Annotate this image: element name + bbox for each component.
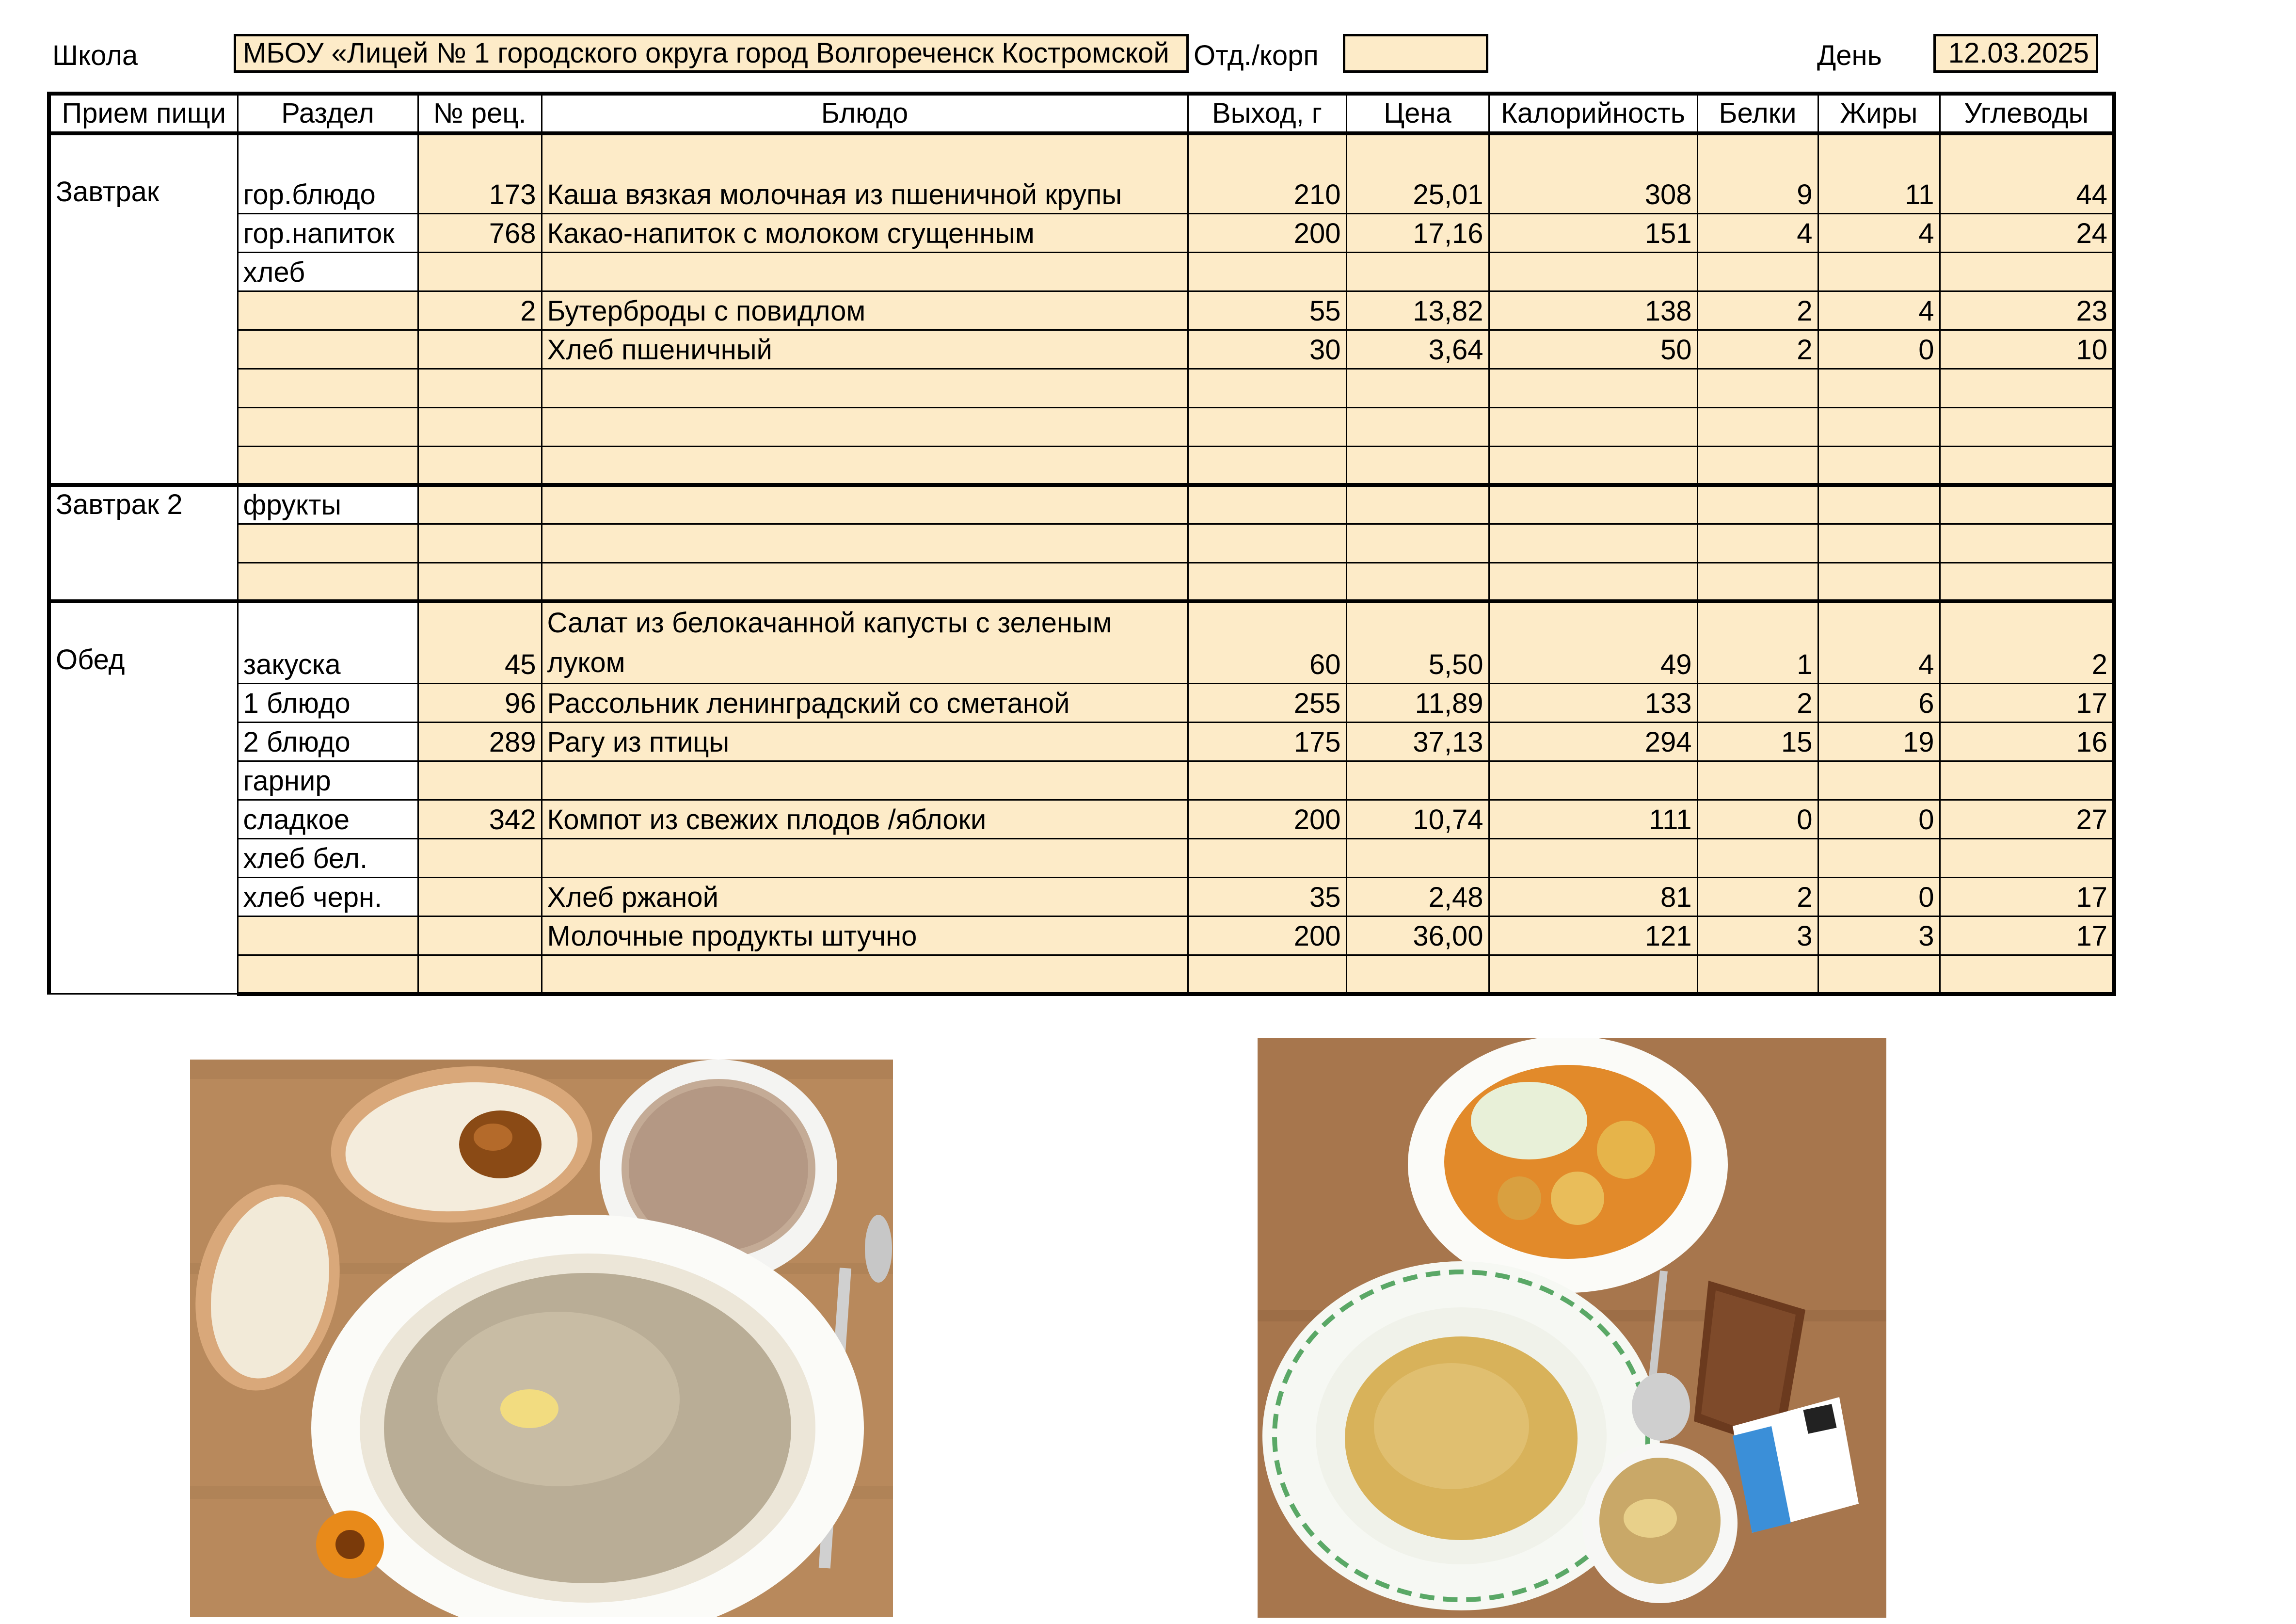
day-label: День [1817, 40, 1882, 71]
price-cell [1346, 252, 1489, 291]
dish-line-2: луком [547, 647, 625, 678]
calories-cell: 308 [1489, 133, 1697, 213]
calories-cell: 50 [1489, 330, 1697, 369]
section-cell [238, 917, 418, 955]
compote-cup-icon [1582, 1443, 1738, 1603]
recipe-cell: 173 [418, 133, 542, 213]
calories-cell: 49 [1489, 601, 1697, 684]
table-row [49, 407, 2114, 446]
table-row [49, 684, 2114, 723]
section-cell: гор.блюдо [238, 133, 418, 213]
col-header-recipe: № рец. [418, 94, 542, 133]
table-row [49, 133, 2114, 213]
calories-cell: 151 [1489, 213, 1697, 252]
section-cell: гарнир [238, 761, 418, 800]
protein-cell: 2 [1697, 330, 1818, 369]
output-cell: 35 [1188, 878, 1346, 917]
carbs-cell: 17 [1940, 684, 2114, 723]
dish-cell: Хлеб пшеничный [542, 330, 1188, 369]
fat-cell: 3 [1818, 917, 1940, 955]
calories-cell [1489, 252, 1697, 291]
table-row [49, 252, 2114, 291]
price-cell: 13,82 [1346, 291, 1489, 330]
col-header-meal: Прием пищи [49, 94, 238, 133]
col-header-protein: Белки [1697, 94, 1818, 133]
protein-cell: 2 [1697, 684, 1818, 723]
table-row [49, 839, 2114, 878]
price-cell: 10,74 [1346, 800, 1489, 839]
section-cell: 1 блюдо [238, 684, 418, 723]
carbs-cell: 27 [1940, 800, 2114, 839]
output-cell: 200 [1188, 917, 1346, 955]
col-header-output: Выход, г [1188, 94, 1346, 133]
price-cell: 36,00 [1346, 917, 1489, 955]
fat-cell [1818, 252, 1940, 291]
table-row [49, 291, 2114, 330]
carbs-cell: 16 [1940, 723, 2114, 761]
lunch-tray-image [1258, 1038, 1886, 1618]
fat-cell: 0 [1818, 330, 1940, 369]
recipe-cell [418, 917, 542, 955]
output-cell: 30 [1188, 330, 1346, 369]
carbs-cell: 44 [1940, 133, 2114, 213]
output-cell [1188, 252, 1346, 291]
dish-cell: Бутерброды с повидлом [542, 291, 1188, 330]
price-cell: 11,89 [1346, 684, 1489, 723]
meal-lunch: Обед [49, 601, 238, 994]
fat-cell: 19 [1818, 723, 1940, 761]
table-row [49, 213, 2114, 252]
calories-cell: 138 [1489, 291, 1697, 330]
section-cell: фрукты [238, 485, 418, 524]
col-header-price: Цена [1346, 94, 1489, 133]
recipe-cell [418, 878, 542, 917]
price-cell: 2,48 [1346, 878, 1489, 917]
dept-field[interactable] [1343, 34, 1488, 73]
date-field[interactable]: 12.03.2025 [1933, 34, 2098, 73]
section-cell: гор.напиток [238, 213, 418, 252]
recipe-cell: 2 [418, 291, 542, 330]
carbs-cell: 23 [1940, 291, 2114, 330]
meal-breakfast: Завтрак [49, 133, 238, 485]
col-header-calories: Калорийность [1489, 94, 1697, 133]
dish-cell [542, 601, 1188, 684]
recipe-cell: 289 [418, 723, 542, 761]
fat-cell: 6 [1818, 684, 1940, 723]
recipe-cell: 342 [418, 800, 542, 839]
table-row [49, 446, 2114, 485]
table-row [49, 761, 2114, 800]
dish-line-1: Салат из белокачанной капусты с зеленым [547, 607, 1112, 639]
output-cell: 200 [1188, 213, 1346, 252]
table-row [49, 524, 2114, 563]
section-cell: хлеб [238, 252, 418, 291]
protein-cell: 2 [1697, 291, 1818, 330]
output-cell: 60 [1188, 601, 1346, 684]
output-cell: 255 [1188, 684, 1346, 723]
output-cell: 55 [1188, 291, 1346, 330]
calories-cell: 294 [1489, 723, 1697, 761]
calories-cell: 121 [1489, 917, 1697, 955]
carbs-cell: 2 [1940, 601, 2114, 684]
lunch-photo [1258, 1038, 1886, 1618]
protein-cell: 3 [1697, 917, 1818, 955]
section-cell: 2 блюдо [238, 723, 418, 761]
recipe-cell [418, 330, 542, 369]
protein-cell [1697, 252, 1818, 291]
protein-cell: 15 [1697, 723, 1818, 761]
section-cell: сладкое [238, 800, 418, 839]
school-name-field[interactable]: МБОУ «Лицей № 1 городского округа город Волгореченск Костромской [234, 34, 1189, 73]
calories-cell: 133 [1489, 684, 1697, 723]
menu-table [47, 92, 2116, 996]
section-cell [238, 330, 418, 369]
fat-cell: 4 [1818, 291, 1940, 330]
price-cell: 17,16 [1346, 213, 1489, 252]
dish-cell: Хлеб ржаной [542, 878, 1188, 917]
price-cell: 3,64 [1346, 330, 1489, 369]
dish-cell: Молочные продукты штучно [542, 917, 1188, 955]
table-row [49, 723, 2114, 761]
section-cell: хлеб черн. [238, 878, 418, 917]
protein-cell: 9 [1697, 133, 1818, 213]
dish-cell: Компот из свежих плодов /яблоки [542, 800, 1188, 839]
section-cell: закуска [238, 601, 418, 684]
dept-label: Отд./корп [1194, 40, 1319, 71]
col-header-fat: Жиры [1818, 94, 1940, 133]
price-cell: 25,01 [1346, 133, 1489, 213]
carbs-cell: 17 [1940, 878, 2114, 917]
meal-breakfast-2: Завтрак 2 [49, 485, 238, 601]
protein-cell: 4 [1697, 213, 1818, 252]
calories-cell: 81 [1489, 878, 1697, 917]
protein-cell: 1 [1697, 601, 1818, 684]
dish-cell: Каша вязкая молочная из пшеничной крупы [542, 133, 1188, 213]
fat-cell: 4 [1818, 601, 1940, 684]
dish-cell: Какао-напиток с молоком сгущенным [542, 213, 1188, 252]
output-cell: 200 [1188, 800, 1346, 839]
protein-cell: 0 [1697, 800, 1818, 839]
price-cell: 5,50 [1346, 601, 1489, 684]
section-cell: хлеб бел. [238, 839, 418, 878]
recipe-cell: 768 [418, 213, 542, 252]
section-cell [238, 291, 418, 330]
protein-cell: 2 [1697, 878, 1818, 917]
table-row [49, 369, 2114, 407]
dish-cell: Рагу из птицы [542, 723, 1188, 761]
table-header-row [49, 94, 2114, 133]
table-row [49, 563, 2114, 601]
school-label: Школа [52, 40, 138, 71]
table-row [49, 917, 2114, 955]
fat-cell: 4 [1818, 213, 1940, 252]
output-cell: 210 [1188, 133, 1346, 213]
col-header-section: Раздел [238, 94, 418, 133]
carbs-cell: 10 [1940, 330, 2114, 369]
table-row [49, 955, 2114, 994]
price-cell: 37,13 [1346, 723, 1489, 761]
output-cell: 175 [1188, 723, 1346, 761]
table-row [49, 878, 2114, 917]
dish-cell: Рассольник ленинградский со сметаной [542, 684, 1188, 723]
fat-cell: 0 [1818, 800, 1940, 839]
carbs-cell: 24 [1940, 213, 2114, 252]
recipe-cell [418, 252, 542, 291]
dish-cell [542, 252, 1188, 291]
col-header-dish: Блюдо [542, 94, 1188, 133]
table-row [49, 330, 2114, 369]
carbs-cell [1940, 252, 2114, 291]
col-header-carbs: Углеводы [1940, 94, 2114, 133]
recipe-cell: 96 [418, 684, 542, 723]
calories-cell: 111 [1489, 800, 1697, 839]
carbs-cell: 17 [1940, 917, 2114, 955]
stew-plate-icon [1408, 1038, 1728, 1293]
table-row [49, 485, 2114, 524]
fat-cell: 11 [1818, 133, 1940, 213]
table-row [49, 601, 2114, 684]
breakfast-tray-image [190, 1060, 893, 1617]
breakfast-photo [190, 1060, 893, 1617]
fat-cell: 0 [1818, 878, 1940, 917]
table-row [49, 800, 2114, 839]
recipe-cell: 45 [418, 601, 542, 684]
